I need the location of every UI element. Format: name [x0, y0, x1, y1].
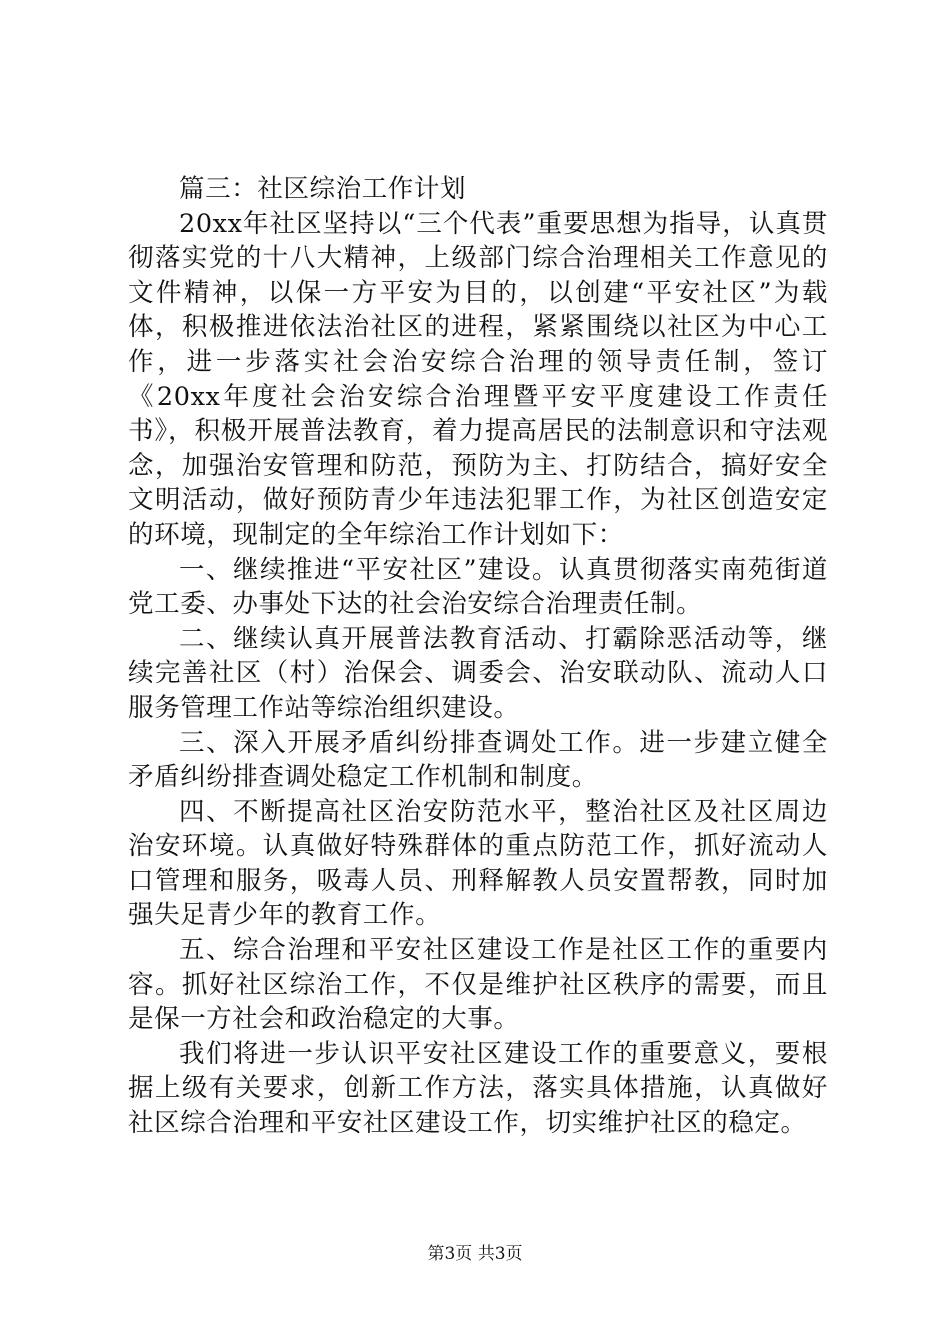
item-paragraph-3: 三、深入开展矛盾纠纷排查调处工作。进一步建立健全矛盾纠纷排查调处稳定工作机制和制度。	[128, 727, 828, 793]
closing-paragraph: 我们将进一步认识平安社区建设工作的重要意义，要根据上级有关要求，创新工作方法，落实具体措施，认真做好社区综合治理和平安社区建设工作，切实维护社区的稳定。	[128, 1038, 828, 1139]
item-paragraph-1: 一、继续推进“平安社区”建设。认真贯彻落实南苑街道党工委、办事处下达的社会治安综合治理责任制。	[128, 554, 828, 620]
item-paragraph-2: 二、继续认真开展普法教育活动、打霸除恶活动等，继续完善社区（村）治保会、调委会、治安联动队、流动人口服务管理工作站等综治组织建设。	[128, 623, 828, 723]
item-paragraph-5: 五、综合治理和平安社区建设工作是社区工作的重要内容。抓好社区综治工作，不仅是维护社区秩序的需要，而且是保一方社会和政治稳定的大事。	[128, 935, 828, 1035]
intro-paragraph: 20xx年社区坚持以“三个代表”重要思想为指导，认真贯彻落实党的十八大精神，上级部门综合治理相关工作意见的文件精神，以保一方平安为目的，以创建“平安社区”为载体，积极推进依法治社区的进程，紧紧围绕以社区为中心工作，进一步落实社会治安综合治理的领导责任制，签订《20xx年度社会治安综合治理暨平安平度建设工作责任书》，积极开展普法教育，着力提高居民的法制意识和守法观念，加强治安管理和防范，预防为主、打防结合，搞好安全文明活动，做好预防青少年违法犯罪工作，为社区创造安定的环境，现制定的全年综治工作计划如下：	[128, 208, 828, 550]
document-body	[128, 172, 828, 1141]
section-heading: 篇三：社区综治工作计划	[179, 174, 467, 204]
page-number-indicator: 第3页 共3页	[427, 1244, 523, 1264]
item-paragraph-4: 四、不断提高社区治安防范水平，整治社区及社区周边治安环境。认真做好特殊群体的重点防范工作，抓好流动人口管理和服务，吸毒人员、刑释解教人员安置帮教，同时加强失足青少年的教育工作。	[128, 796, 828, 931]
page-footer	[0, 1243, 950, 1265]
